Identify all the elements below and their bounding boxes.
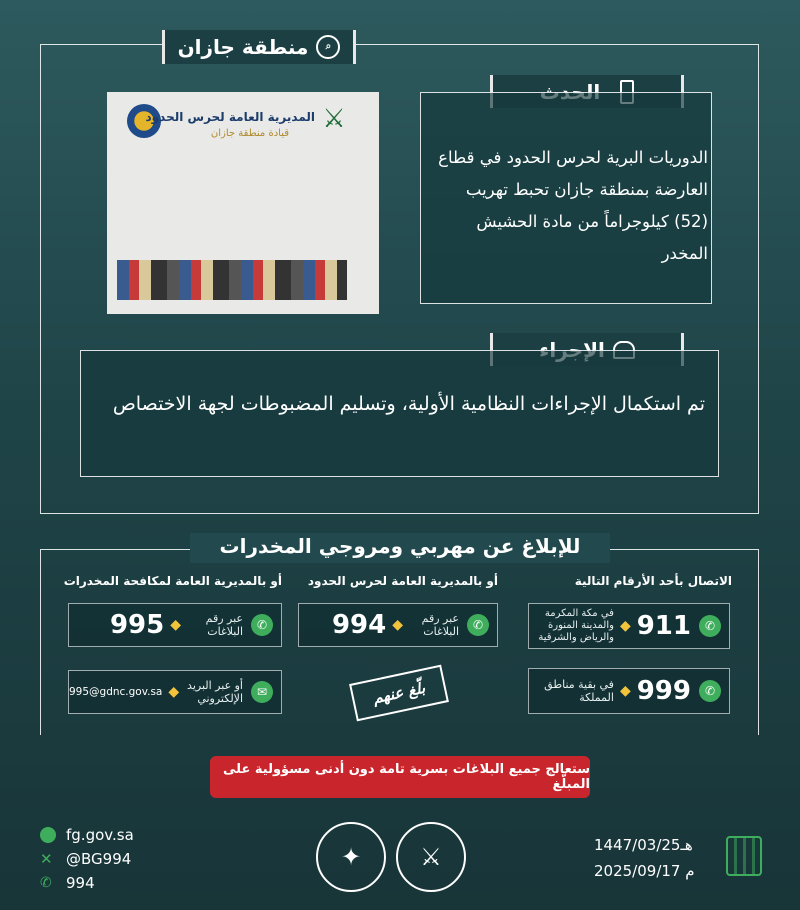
col-mid-header: أو بالمديرية العامة لحرس الحدود xyxy=(307,574,498,588)
x-handle-text[interactable]: @BG994 xyxy=(66,850,132,868)
date-hijri: 1447/03/25هـ xyxy=(594,836,693,854)
phone-icon: ✆ xyxy=(699,615,721,637)
phone-995[interactable]: 995 xyxy=(109,610,165,640)
phone-994-label: عبر رقم البلاغات xyxy=(421,612,459,638)
phone-911[interactable]: 911 xyxy=(636,611,691,641)
event-text: الدوريات البرية لحرس الحدود في قطاع العارضة بمنطقة جازان تحبط تهريب (52) كيلوجراماً من مادة الحشيش المخدر xyxy=(438,148,708,263)
phone-994[interactable]: 994 xyxy=(331,610,387,640)
col-right-header: الاتصال بأحد الأرقام التالية xyxy=(574,574,732,588)
email-address[interactable]: 995@gdnc.gov.sa xyxy=(69,686,163,698)
col-left-header: أو بالمديرية العامة لمكافحة المخدرات xyxy=(63,574,282,588)
mail-icon: ✉ xyxy=(251,681,273,703)
procedure-text: تم استكمال الإجراءات النظامية الأولية، وتسليم المضبوطات لجهة الاختصاص xyxy=(112,393,705,415)
notice-text: ستعالج جميع البلاغات بسرية تامة دون أدنى مسؤولية على المبلّغ xyxy=(223,762,590,792)
email-box[interactable] xyxy=(68,670,282,714)
phone-icon: ✆ xyxy=(699,680,721,702)
seizure-photo xyxy=(107,92,379,314)
phone-994-box[interactable] xyxy=(298,603,498,647)
arrow-icon: ◆ xyxy=(619,618,631,634)
x-icon: ✕ xyxy=(40,850,53,868)
arrow-icon: ◆ xyxy=(619,683,631,699)
phone-999[interactable]: 999 xyxy=(636,676,691,706)
region-tag xyxy=(162,30,356,64)
footer-x[interactable] xyxy=(40,850,131,868)
border-guard-logo: ✦ xyxy=(316,822,386,892)
phone-911-box[interactable] xyxy=(528,603,730,649)
phone-995-box[interactable] xyxy=(68,603,282,647)
phone-icon: ✆ xyxy=(251,614,273,636)
date-greg: 2025/09/17 م xyxy=(594,862,695,880)
magnifier-icon: ⌕ xyxy=(316,35,340,59)
calendar-icon xyxy=(726,836,762,876)
arrow-icon: ◆ xyxy=(392,617,403,633)
phone-icon: ✆ xyxy=(467,614,489,636)
email-label: أو عبر البريد الإلكتروني xyxy=(187,679,243,705)
region-title: منطقة جازان xyxy=(177,35,309,59)
confidentiality-notice xyxy=(210,756,590,798)
phone-999-box[interactable] xyxy=(528,668,730,714)
footer-phone[interactable] xyxy=(40,874,95,892)
report-title: للإبلاغ عن مهربي ومروجي المخدرات xyxy=(219,534,581,558)
globe-icon xyxy=(40,827,56,843)
website-text[interactable]: fg.gov.sa xyxy=(66,826,134,844)
phone-911-label: في مكة المكرمة والمدينة المنورة والرياض والشرقية xyxy=(538,608,614,643)
seized-packages xyxy=(117,260,347,300)
phone-999-label: في بقية مناطق المملكة xyxy=(544,678,614,704)
arrow-icon: ◆ xyxy=(168,684,180,700)
photo-sub-name: قيادة منطقة جازان xyxy=(210,128,289,139)
arrow-icon: ◆ xyxy=(170,617,181,633)
phone-text[interactable]: 994 xyxy=(66,874,95,892)
saudi-emblem: ⚔ xyxy=(322,104,346,134)
photo-org-name: المديرية العامة لحرس الحدود xyxy=(145,110,315,124)
interior-ministry-logo: ⚔ xyxy=(396,822,466,892)
phone-icon: ✆ xyxy=(40,875,52,891)
footer-website[interactable] xyxy=(40,826,134,844)
stamp-text: بلّغ عنهم xyxy=(371,678,427,708)
phone-995-label: عبر رقم البلاغات xyxy=(205,612,243,638)
